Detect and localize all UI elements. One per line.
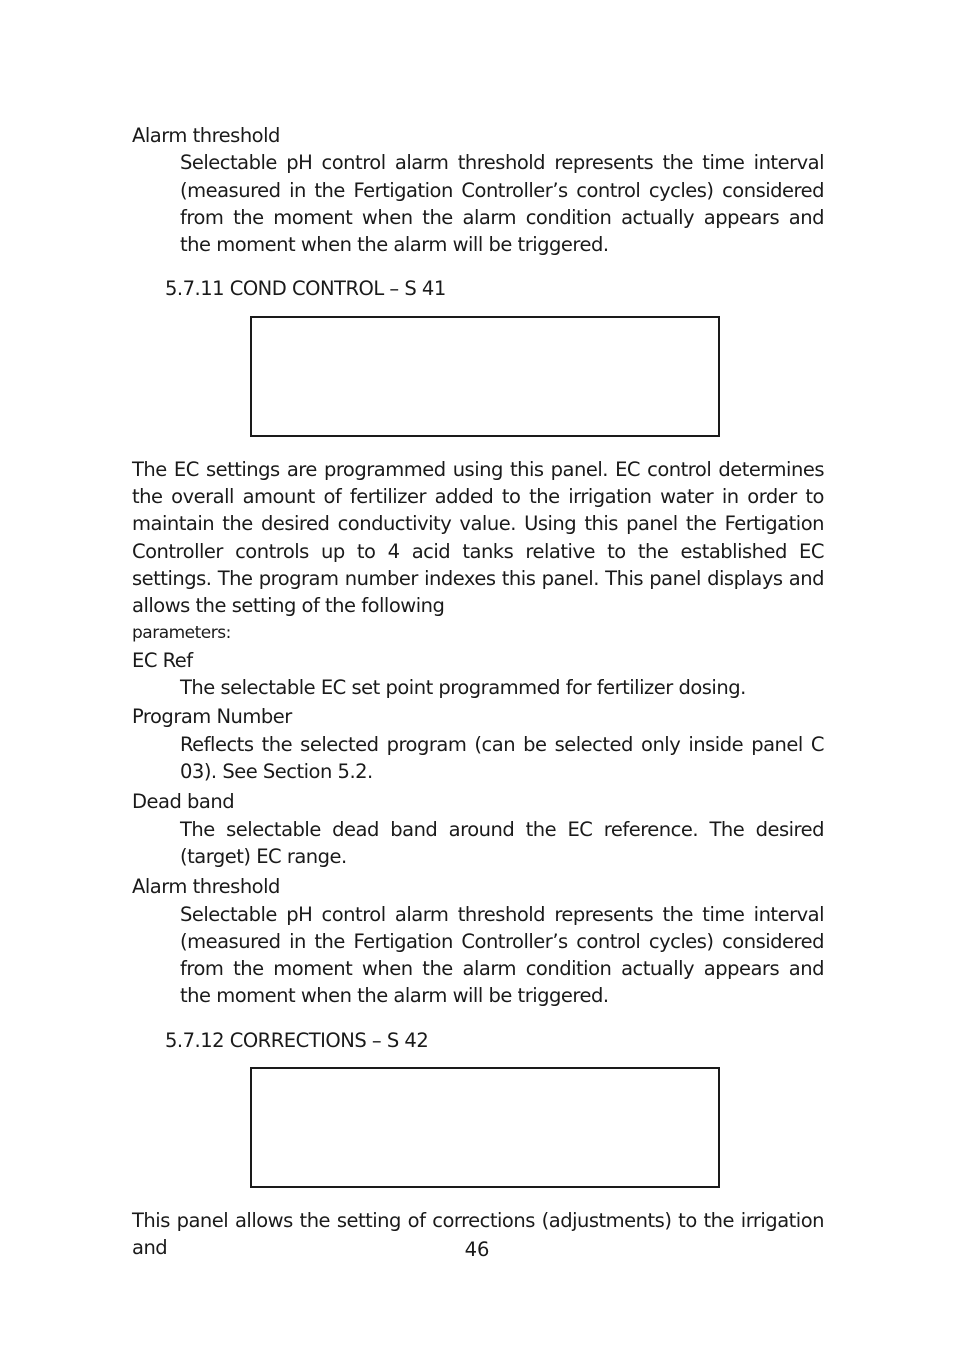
corrections-panel-frame — [250, 1067, 720, 1188]
alarm-threshold-definition: Selectable pH control alarm threshold represents the time interval (measured in the Fertigation Controller’s control cycles) considered from the moment when the alarm condition actually appears and the moment when the alarm will be triggered. — [180, 151, 824, 257]
section-heading-corrections: 5.7.12 CORRECTIONS – S 42 — [165, 1028, 429, 1052]
alarm-threshold-definition-2: Selectable pH control alarm threshold represents the time interval (measured in the Fertigation Controller’s control cycles) considered from the moment when the alarm condition actually appears and the moment when the alarm will be triggered. — [180, 902, 824, 1008]
page-number: 46 — [464, 1238, 490, 1261]
section-heading-cond-control: 5.7.11 COND CONTROL – S 41 — [165, 277, 446, 301]
cond-control-panel-frame — [250, 316, 720, 437]
ec-ref-term: EC Ref — [132, 648, 193, 672]
program-number-term: Program Number — [132, 705, 292, 729]
document-page — [132, 122, 824, 1262]
dead-band-term: Dead band — [132, 790, 235, 814]
ec-ref-definition: The selectable EC set point programmed for fertilizer dosing. — [180, 676, 746, 700]
alarm-threshold-term-2: Alarm threshold — [132, 875, 280, 899]
corrections-intro: This panel allows the setting of corrections (adjustments) to the irrigation and — [132, 1209, 824, 1260]
cond-control-intro-tail: parameters: — [132, 622, 231, 643]
alarm-threshold-term: Alarm threshold — [132, 124, 280, 147]
program-number-definition: Reflects the selected program (can be selected only inside panel C 03). See Section 5.2. — [180, 732, 824, 784]
dead-band-definition: The selectable dead band around the EC reference. The desired (target) EC range. — [180, 817, 824, 868]
cond-control-intro: The EC settings are programmed using this panel. EC control determines the overall amount of fertilizer added to the irrigation water in order to maintain the desired conductivity value. Using this panel the Fertigation Controller controls up to 4 acid tanks relative to the established EC settings. The program number indexes this panel. This panel displays and allows the setting of the following — [132, 457, 824, 618]
